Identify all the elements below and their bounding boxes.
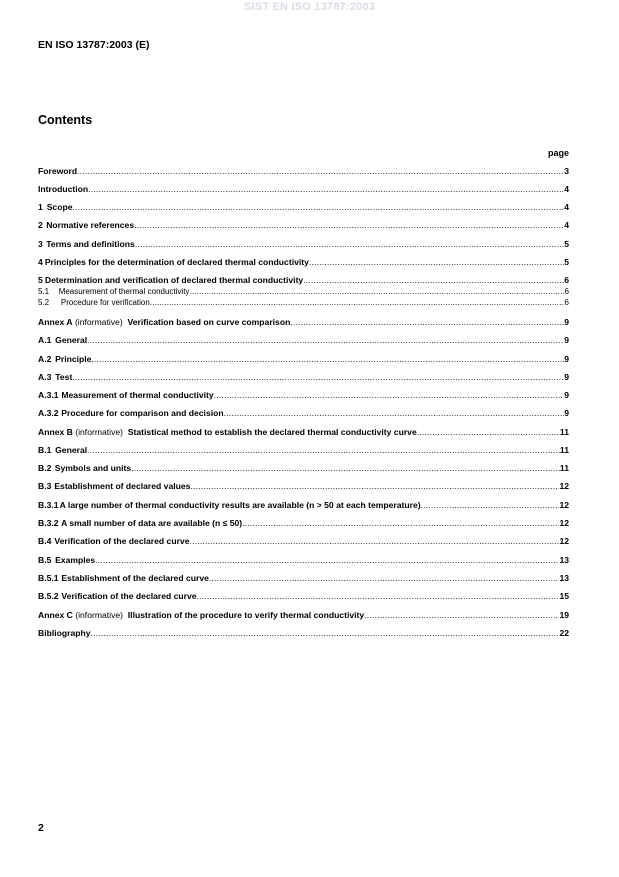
- toc-entry[interactable]: [38, 463, 569, 474]
- toc-entry[interactable]: [38, 518, 569, 529]
- toc-entry[interactable]: [38, 184, 569, 195]
- toc-entry-title: General: [55, 445, 88, 455]
- dot-leader: [224, 408, 565, 419]
- toc-entry-number: 3: [38, 239, 43, 249]
- toc-entry-title: Examples: [55, 555, 96, 565]
- toc-entry-page: 9: [564, 354, 569, 364]
- toc-entry-number: 4: [38, 257, 43, 267]
- toc-entry-page: 6: [564, 287, 569, 296]
- toc-entry-number: Annex C: [38, 610, 73, 620]
- dot-leader: [88, 184, 564, 195]
- toc-entry[interactable]: [38, 628, 569, 639]
- dot-leader: [303, 275, 564, 286]
- dot-leader: [95, 555, 559, 566]
- toc-entry-title: Introduction: [38, 184, 89, 194]
- toc-entry-number: Annex B: [38, 427, 73, 437]
- toc-entry-page: 12: [559, 500, 569, 510]
- toc-entry-page: 12: [559, 518, 569, 528]
- toc-entry-page: 13: [559, 573, 569, 583]
- toc-entry-title: Test: [55, 372, 73, 382]
- toc-entry-title: Determination and verification of declared thermal conductivity: [44, 275, 304, 285]
- toc-entry-page: 9: [564, 317, 569, 327]
- toc-entry[interactable]: [38, 481, 569, 492]
- toc-entry[interactable]: [38, 335, 569, 346]
- toc-entry-page: 19: [559, 610, 569, 620]
- page-column-label: page: [547, 148, 569, 158]
- toc-entry[interactable]: [38, 555, 569, 566]
- toc-entry-number: A.1: [38, 335, 52, 345]
- toc-entry-number: 5: [38, 275, 43, 285]
- dot-leader: [189, 286, 564, 297]
- toc-entry-page: 4: [564, 220, 569, 230]
- dot-leader: [290, 317, 564, 328]
- toc-entry-title: Verification of the declared curve: [61, 591, 197, 601]
- toc-entry-page: 11: [559, 445, 569, 455]
- toc-entry-title: Terms and definitions: [46, 239, 135, 249]
- contents-title: Contents: [38, 113, 93, 127]
- toc-entry-page: 5: [564, 239, 569, 249]
- toc-entry-annex-b[interactable]: [38, 427, 569, 438]
- dot-leader: [131, 463, 560, 474]
- toc-entry-title: Principle: [55, 354, 92, 364]
- toc-subentry[interactable]: [38, 286, 569, 297]
- toc-entry-title: Measurement of thermal conductivity: [61, 390, 214, 400]
- toc-entry[interactable]: [38, 573, 569, 584]
- dot-leader: [87, 445, 560, 456]
- dot-leader: [242, 518, 559, 529]
- dot-leader: [189, 536, 559, 547]
- toc-entry-title: Scope: [46, 202, 73, 212]
- dot-leader: [214, 390, 565, 401]
- toc-entry-number: Annex A: [38, 317, 73, 327]
- page-number: 2: [38, 822, 44, 834]
- toc-entry-title: Principles for the determination of declared thermal conductivity: [44, 257, 309, 267]
- toc-entry-number: 2: [38, 220, 43, 230]
- toc-entry-page: 11: [559, 463, 569, 473]
- toc-entry[interactable]: [38, 390, 569, 401]
- annex-type: (informative): [75, 610, 124, 620]
- toc-entry-title: Measurement of thermal conductivity: [58, 287, 190, 296]
- dot-leader: [190, 481, 559, 492]
- dot-leader: [309, 257, 564, 268]
- toc-entry-page: 12: [559, 481, 569, 491]
- toc-subentry[interactable]: [38, 297, 569, 308]
- toc-entry-title: Normative references: [46, 220, 135, 230]
- toc-entry-page: 5: [564, 257, 569, 267]
- dot-leader: [364, 610, 559, 621]
- toc-entry-page: 9: [564, 335, 569, 345]
- toc-entry-page: 13: [559, 555, 569, 565]
- toc-entry-page: 3: [564, 166, 569, 176]
- toc-entry[interactable]: [38, 166, 569, 177]
- toc-entry-number: A.2: [38, 354, 52, 364]
- dot-leader: [421, 500, 560, 511]
- toc-entry-page: 9: [564, 372, 569, 382]
- toc-entry-number: A.3.2: [38, 408, 59, 418]
- toc-entry-number: B.5: [38, 555, 52, 565]
- annex-type: (informative): [75, 427, 124, 437]
- toc-entry-number: B.5.1: [38, 573, 59, 583]
- toc-entry-page: 9: [564, 390, 569, 400]
- toc-entry[interactable]: [38, 536, 569, 547]
- toc-entry-page: 22: [559, 628, 569, 638]
- toc-entry-number: B.3.2: [38, 518, 59, 528]
- toc-entry-annex-c[interactable]: [38, 610, 569, 621]
- toc-entry-number: A.3: [38, 372, 52, 382]
- dot-leader: [77, 166, 564, 177]
- toc-entry-number: B.3.1: [38, 500, 59, 510]
- dot-leader: [72, 202, 564, 213]
- dot-leader: [150, 297, 565, 308]
- toc-entry[interactable]: [38, 239, 569, 250]
- toc-entry[interactable]: [38, 257, 569, 268]
- toc-entry-number: A.3.1: [38, 390, 59, 400]
- toc-entry-page: 6: [564, 298, 569, 307]
- toc-entry[interactable]: [38, 275, 569, 286]
- toc-entry-title: Foreword: [38, 166, 78, 176]
- toc-entry-title: Establishment of declared values: [54, 481, 191, 491]
- document-id: EN ISO 13787:2003 (E): [38, 39, 150, 51]
- dot-leader: [135, 239, 564, 250]
- toc-entry-number: B.5.2: [38, 591, 59, 601]
- toc-entry-number: B.2: [38, 463, 52, 473]
- toc-entry-title: Establishment of the declared curve: [61, 573, 209, 583]
- dot-leader: [417, 427, 560, 438]
- toc-entry-number: B.3: [38, 481, 52, 491]
- toc-entry-title: Procedure for comparison and decision: [61, 408, 224, 418]
- toc-entry-page: 4: [564, 202, 569, 212]
- toc-entry-page: 15: [559, 591, 569, 601]
- toc-entry-page: 6: [564, 275, 569, 285]
- dot-leader: [209, 573, 560, 584]
- toc-entry[interactable]: [38, 220, 569, 231]
- dot-leader: [91, 354, 564, 365]
- watermark: SIST EN ISO 13787:2003: [244, 1, 375, 13]
- toc-entry-number: B.1: [38, 445, 52, 455]
- toc-entry[interactable]: [38, 591, 569, 602]
- dot-leader: [134, 220, 564, 231]
- toc-entry-page: 4: [564, 184, 569, 194]
- toc-entry-title: Illustration of the procedure to verify thermal conductivity: [127, 610, 365, 620]
- toc-entry[interactable]: [38, 372, 569, 383]
- toc-entry-number: 5.2: [38, 298, 50, 307]
- toc-entry[interactable]: [38, 408, 569, 419]
- toc-entry-annex-a[interactable]: [38, 317, 569, 328]
- toc-entry[interactable]: [38, 202, 569, 213]
- dot-leader: [91, 628, 560, 639]
- toc-entry-title: Verification of the declared curve: [54, 536, 190, 546]
- toc-entry-title: Bibliography: [38, 628, 91, 638]
- toc-entry-number: B.4: [38, 536, 52, 546]
- toc-entry-number: 5.1: [38, 287, 50, 296]
- annex-type: (informative): [74, 317, 123, 327]
- toc-entry-title: Symbols and units: [54, 463, 132, 473]
- toc-entry-page: 9: [564, 408, 569, 418]
- toc-entry-page: 12: [559, 536, 569, 546]
- toc-entry-title: Procedure for verification: [60, 298, 150, 307]
- toc-entry-page: 11: [559, 427, 569, 437]
- toc-entry-title: General: [55, 335, 88, 345]
- toc-entry[interactable]: [38, 500, 569, 511]
- toc-entry-title: A small number of data are available (n ≤ 50): [61, 518, 243, 528]
- toc-entry-title: A large number of thermal conductivity results are available (n > 50 at each temperature): [59, 500, 421, 510]
- toc-entry-title: Statistical method to establish the declared thermal conductivity curve: [127, 427, 417, 437]
- dot-leader: [197, 591, 560, 602]
- toc-entry[interactable]: [38, 445, 569, 456]
- dot-leader: [72, 372, 564, 383]
- toc-entry[interactable]: [38, 354, 569, 365]
- toc-entry-number: 1: [38, 202, 43, 212]
- toc-entry-title: Verification based on curve comparison: [127, 317, 291, 327]
- dot-leader: [87, 335, 564, 346]
